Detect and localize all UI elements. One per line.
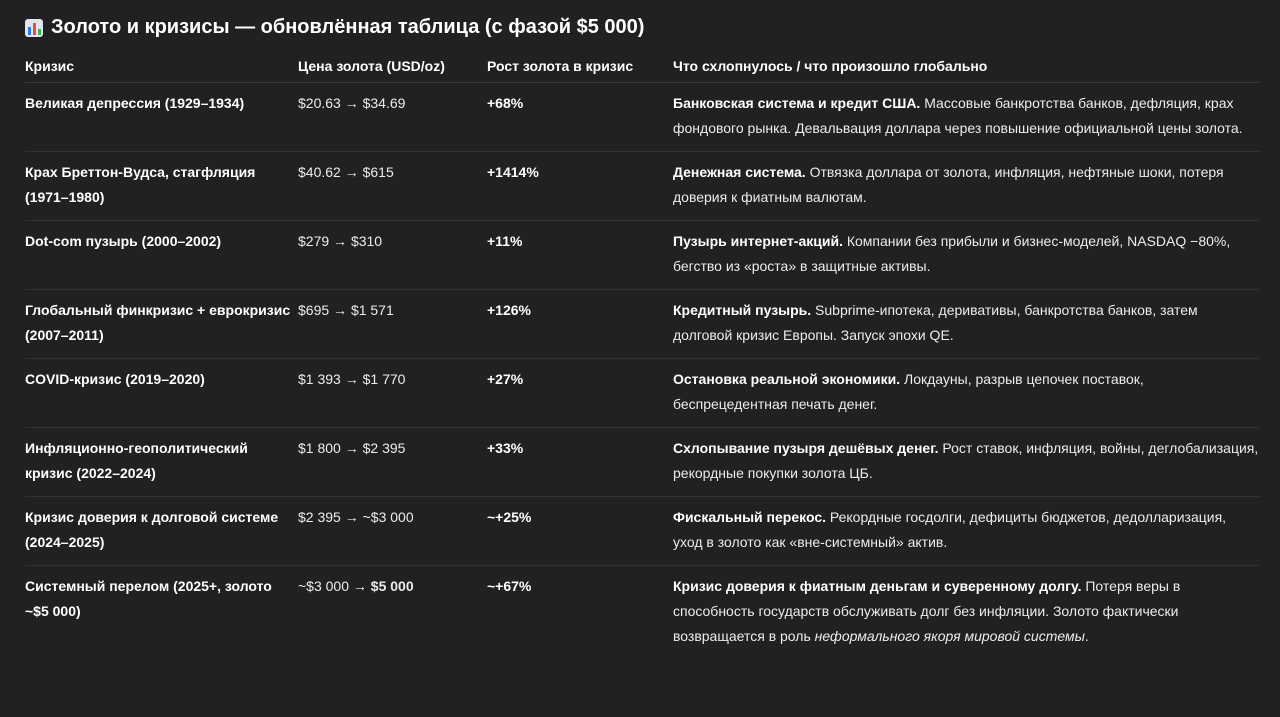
cell-description — [673, 152, 1259, 221]
cell-description — [673, 221, 1259, 290]
arrow-icon: → — [352, 578, 367, 594]
arrow-icon: → — [344, 440, 359, 456]
price-to: $1 571 — [350, 302, 394, 318]
description-text: Рост ставок, инфляция, войны, деглобализация, рекордные покупки золота ЦБ. — [673, 440, 1259, 481]
price-to: $5 000 — [370, 578, 414, 594]
cell-growth: +1414% — [487, 152, 673, 221]
price-from: $40.62 — [298, 164, 341, 180]
cell-price — [298, 152, 487, 221]
price-to: $310 — [350, 233, 383, 249]
table-body — [25, 83, 1259, 660]
cell-crisis: Великая депрессия (1929–1934) — [25, 83, 298, 152]
cell-growth: +126% — [487, 290, 673, 359]
cell-price — [298, 290, 487, 359]
description-lead: Схлопывание пузыря дешёвых денег. — [673, 440, 939, 456]
table-row — [25, 290, 1259, 359]
table-row — [25, 497, 1259, 566]
description-text: Компании без прибыли и бизнес-моделей, NASDAQ −80%, бегство из «роста» в защитные активы. — [673, 233, 1231, 274]
cell-crisis: Крах Бреттон-Вудса, стагфляция (1971–1980) — [25, 152, 298, 221]
cell-growth: ~+25% — [487, 497, 673, 566]
cell-crisis: Кризис доверия к долговой системе (2024–2025) — [25, 497, 298, 566]
header-what: Что схлопнулось / что произошло глобально — [673, 50, 1259, 83]
table-row — [25, 221, 1259, 290]
cell-description — [673, 290, 1259, 359]
cell-price — [298, 359, 487, 428]
header-crisis: Кризис — [25, 50, 298, 83]
cell-description — [673, 497, 1259, 566]
crisis-table — [25, 50, 1259, 659]
description-lead: Банковская система и кредит США. — [673, 95, 921, 111]
price-from: ~$3 000 — [298, 578, 349, 594]
header-growth: Рост золота в кризис — [487, 50, 673, 83]
arrow-icon: → — [344, 371, 359, 387]
cell-crisis: Dot-com пузырь (2000–2002) — [25, 221, 298, 290]
table-row — [25, 428, 1259, 497]
arrow-icon: → — [344, 95, 359, 111]
table-row — [25, 152, 1259, 221]
description-lead: Пузырь интернет-акций. — [673, 233, 843, 249]
description-lead: Остановка реальной экономики. — [673, 371, 901, 387]
price-to: $1 770 — [362, 371, 406, 387]
arrow-icon: → — [344, 509, 359, 525]
cell-growth: ~+67% — [487, 578, 532, 594]
cell-price — [298, 497, 487, 566]
cell-description — [673, 359, 1259, 428]
description-lead: Фискальный перекос. — [673, 509, 826, 525]
description-lead: Денежная система. — [673, 164, 806, 180]
cell-crisis: Инфляционно-геополитический кризис (2022–2024) — [25, 428, 298, 497]
price-from: $695 — [298, 302, 330, 318]
cell-description — [673, 83, 1259, 152]
cell-crisis: COVID-кризис (2019–2020) — [25, 359, 298, 428]
cell-description — [673, 428, 1259, 497]
page-title — [25, 16, 644, 39]
description-italic: неформального якоря мировой системы — [814, 628, 1085, 644]
cell-growth: +27% — [487, 359, 673, 428]
arrow-icon: → — [344, 164, 359, 180]
cell-growth: +11% — [487, 221, 673, 290]
cell-crisis: Глобальный финкризис + еврокризис (2007–2011) — [25, 290, 298, 359]
price-from: $279 — [298, 233, 330, 249]
description-text: Рекордные госдолги, дефициты бюджетов, дедолларизация, уход в золото как «вне-системный» актив. — [673, 509, 1227, 550]
description-text: Отвязка доллара от золота, инфляция, нефтяные шоки, потеря доверия к фиатным валютам. — [673, 164, 1224, 205]
table-row — [25, 359, 1259, 428]
description-lead: Кредитный пузырь. — [673, 302, 812, 318]
description-tail: . — [1084, 628, 1089, 644]
price-from: $20.63 — [298, 95, 341, 111]
header-price: Цена золота (USD/oz) — [298, 50, 487, 83]
cell-price — [298, 428, 487, 497]
description-text: Потеря веры в способность государств обслуживать долг без инфляции. Золото фактически возвращается в роль — [673, 578, 1181, 644]
price-to: ~$3 000 — [362, 509, 414, 525]
price-from: $1 393 — [298, 371, 341, 387]
price-from: $2 395 — [298, 509, 341, 525]
cell-growth: +68% — [487, 83, 673, 152]
cell-crisis: Системный перелом (2025+, золото ~$5 000) — [25, 578, 272, 619]
description-text: Subprime-ипотека, деривативы, банкротства банков, затем долговой кризис Европы. Запуск эпохи QE. — [673, 302, 1198, 343]
cell-growth: +33% — [487, 428, 673, 497]
price-to: $34.69 — [362, 95, 406, 111]
cell-price — [298, 221, 487, 290]
table-row — [25, 566, 1259, 660]
cell-description — [673, 566, 1259, 660]
description-text: Локдауны, разрыв цепочек поставок, беспрецедентная печать денег. — [673, 371, 1144, 412]
cell-price — [298, 83, 487, 152]
description-lead: Кризис доверия к фиатным деньгам и суверенному долгу. — [673, 578, 1082, 594]
cell-price — [298, 566, 487, 660]
table-header-row — [25, 50, 1259, 83]
price-from: $1 800 — [298, 440, 341, 456]
arrow-icon: → — [333, 302, 348, 318]
price-to: $2 395 — [362, 440, 406, 456]
page-title-text: Золото и кризисы — обновлённая таблица (с фазой $5 000) — [51, 16, 645, 38]
description-text: Массовые банкротства банков, дефляция, крах фондового рынка. Девальвация доллара через повышение официальной цены золота. — [673, 95, 1243, 136]
price-to: $615 — [362, 164, 394, 180]
bar-chart-icon — [25, 19, 43, 37]
table-row — [25, 83, 1259, 152]
arrow-icon: → — [333, 233, 348, 249]
